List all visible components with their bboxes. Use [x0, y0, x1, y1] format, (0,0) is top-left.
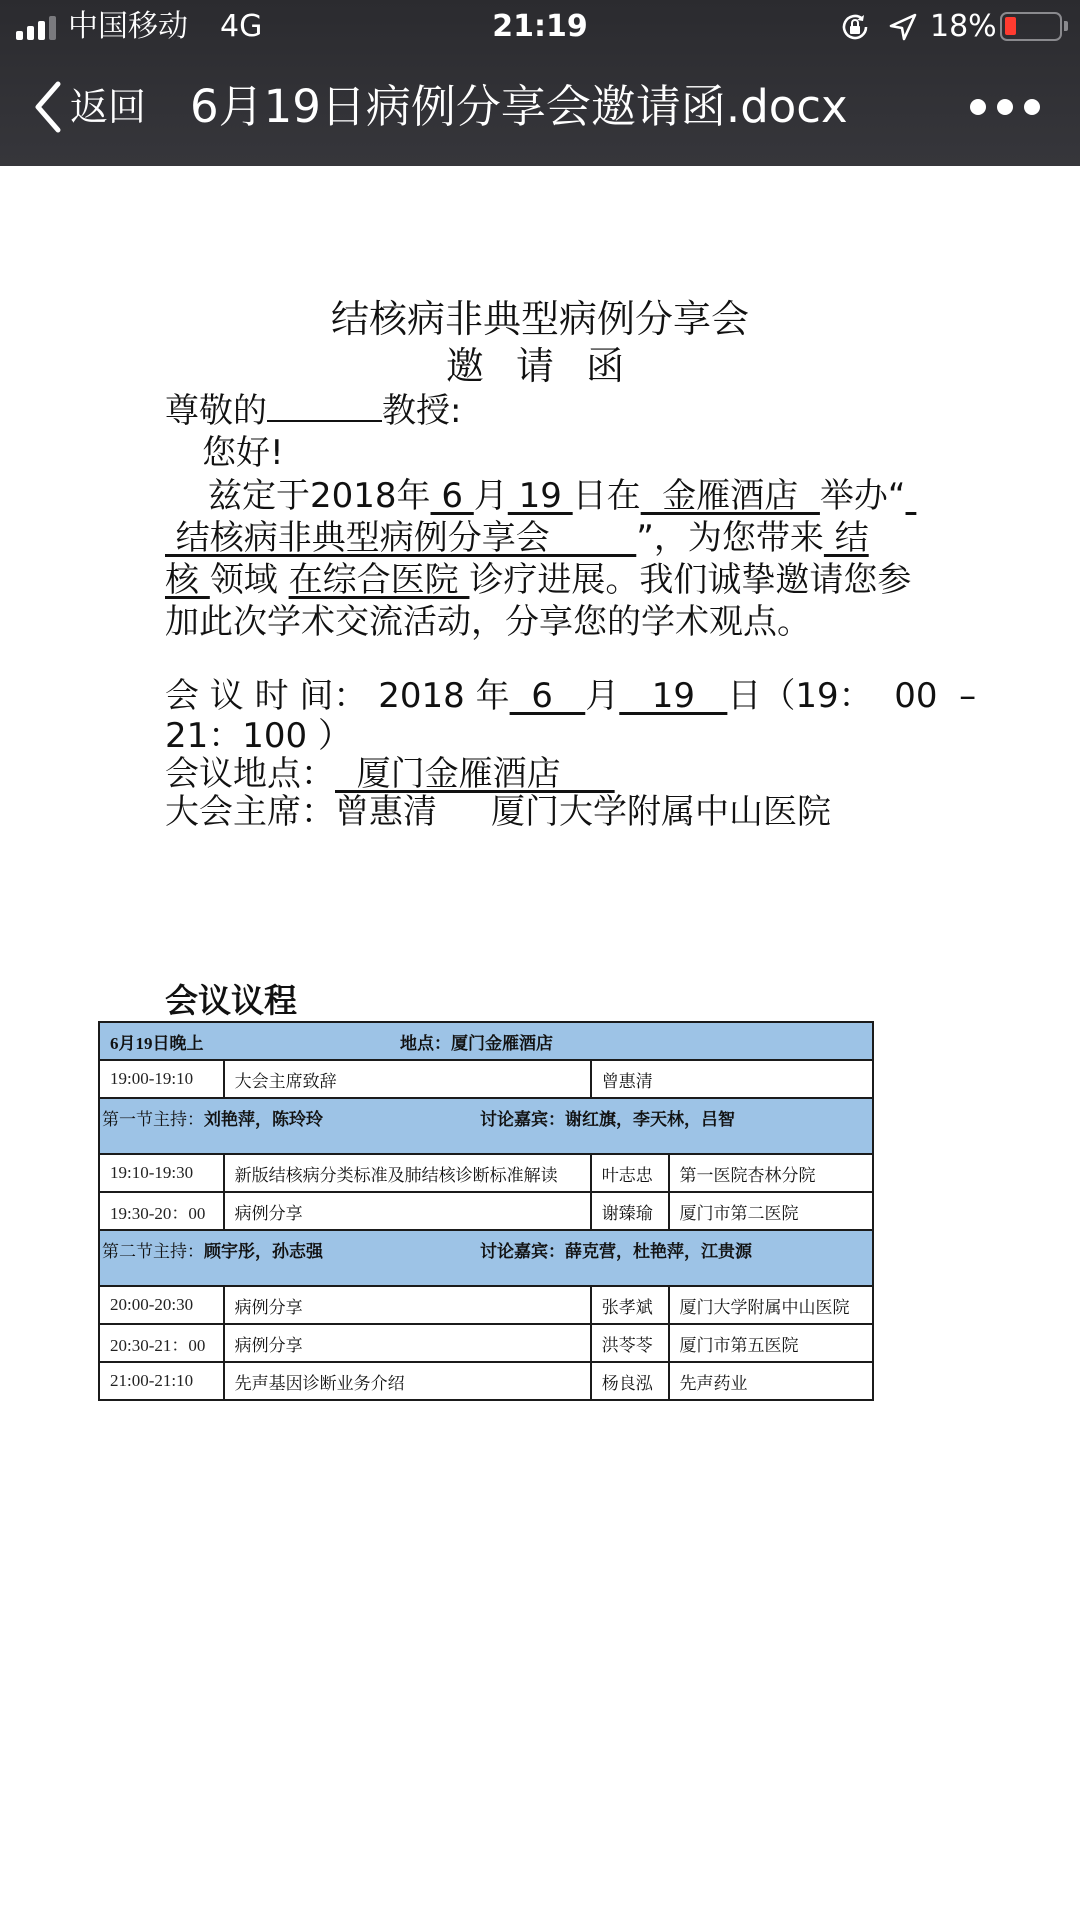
guests: 谢红旗，李天林，吕智 — [565, 1110, 735, 1130]
table-row — [99, 1324, 873, 1362]
salutation-prefix: 尊敬的 — [165, 391, 267, 431]
session-row — [99, 1098, 873, 1154]
meeting-place-value: 厦门金雁酒店 — [335, 754, 615, 794]
body-line-3 — [165, 560, 915, 600]
carrier-name: 中国移动 — [68, 9, 188, 44]
text — [906, 476, 917, 516]
event-name: 结核病非典型病例分享会 — [165, 518, 637, 558]
table-row — [99, 1286, 873, 1324]
battery-tip — [1064, 21, 1068, 31]
guests-label: 讨论嘉宾： — [480, 1110, 565, 1130]
greeting: 您好! — [202, 433, 284, 473]
topic-value: 在综合医院 — [288, 560, 470, 600]
speaker-cell: 洪苓苓 — [591, 1324, 669, 1362]
speaker-cell: 谢臻瑜 — [591, 1192, 669, 1230]
time-cell: 19:30-20：00 — [99, 1192, 224, 1230]
table-row — [99, 1154, 873, 1192]
speaker-cell: 张孝斌 — [591, 1286, 669, 1324]
field-value: 核 — [165, 560, 210, 600]
chair — [165, 792, 915, 832]
topic-cell: 病例分享 — [224, 1286, 591, 1324]
text: 日 — [727, 676, 762, 716]
chair-label: 大会主席： — [165, 792, 335, 832]
document-title: 6月19日病例分享会邀请函.docx — [190, 80, 848, 133]
name-blank — [267, 392, 382, 422]
session-cell — [99, 1098, 873, 1154]
agenda-table — [98, 1021, 874, 1401]
status-bar — [0, 0, 1080, 55]
affiliation-cell: 厦门市第五医院 — [669, 1324, 874, 1362]
table-row — [99, 1192, 873, 1230]
affiliation-cell: 厦门市第二医院 — [669, 1192, 874, 1230]
month-value: 6 — [430, 476, 474, 516]
text: 诊疗进展。我们诚挚邀请您参 — [469, 560, 912, 600]
affiliation-cell: 先声药业 — [669, 1362, 874, 1400]
text: 2018 年 — [378, 676, 510, 716]
text: 月 — [473, 476, 508, 516]
hosts: 顾宇彤，孙志强 — [204, 1242, 323, 1262]
day-value: 19 — [619, 676, 728, 716]
field-value: 结 — [823, 518, 869, 558]
affiliation-cell: 厦门大学附属中山医院 — [669, 1286, 874, 1324]
session-row — [99, 1230, 873, 1286]
topic-cell: 先声基因诊断业务介绍 — [224, 1362, 591, 1400]
month-value: 6 — [509, 676, 586, 716]
text: 领域 — [209, 560, 278, 600]
speaker-cell: 曾惠清 — [591, 1060, 873, 1098]
topic-cell: 大会主席致辞 — [224, 1060, 591, 1098]
speaker-cell: 叶志忠 — [591, 1154, 669, 1192]
text: 月 — [585, 676, 620, 716]
nav-bar — [0, 55, 1080, 166]
invitation-title: 结核病非典型病例分享会 — [330, 297, 749, 341]
agenda-header-cell — [99, 1022, 873, 1060]
session-cell — [99, 1230, 873, 1286]
text: ”，为您带来 — [636, 518, 824, 558]
topic-cell: 病例分享 — [224, 1324, 591, 1362]
time-cell: 19:00-19:10 — [99, 1060, 224, 1098]
agenda-heading: 会议议程 — [165, 981, 297, 1020]
ellipsis-icon — [997, 99, 1013, 115]
affiliation-cell: 第一医院杏林分院 — [669, 1154, 874, 1192]
network-type: 4G — [220, 9, 263, 44]
body-line-4: 加此次学术交流活动，分享您的学术观点。 — [165, 602, 811, 642]
venue-value: 金雁酒店 — [640, 476, 820, 516]
meeting-place — [165, 754, 915, 794]
body-line-1 — [208, 476, 958, 516]
time-cell: 20:30-21：00 — [99, 1324, 224, 1362]
table-row — [99, 1060, 873, 1098]
host-label: 第二节主持： — [102, 1242, 204, 1262]
meeting-time-end: 21：100 ） — [165, 716, 352, 756]
guests: 薛克营，杜艳萍，江贵源 — [565, 1242, 752, 1262]
chair-name: 曾惠清 — [335, 792, 437, 832]
time-cell: 20:00-20:30 — [99, 1286, 224, 1324]
guests-label: 讨论嘉宾： — [480, 1242, 565, 1262]
salutation — [165, 391, 915, 431]
day-value: 19 — [507, 476, 573, 516]
host-label: 第一节主持： — [102, 1110, 204, 1130]
agenda-location: 地点：厦门金雁酒店 — [400, 1033, 553, 1054]
battery-icon — [1000, 12, 1062, 41]
back-button[interactable] — [30, 77, 146, 137]
salutation-suffix: 教授: — [382, 391, 462, 431]
body-line-2 — [165, 518, 915, 558]
text: 兹定于2018年 — [208, 476, 431, 516]
meeting-place-label: 会议地点： — [165, 754, 335, 794]
topic-cell: 新版结核病分类标准及肺结核诊断标准解读 — [224, 1154, 591, 1192]
battery-percent: 18% — [930, 9, 997, 44]
hosts: 刘艳萍，陈玲玲 — [204, 1110, 323, 1130]
chair-affiliation: 厦门大学附属中山医院 — [491, 792, 831, 832]
text: 日在 — [572, 476, 641, 516]
meeting-time-label: 会 议 时 间： — [165, 676, 368, 716]
ellipsis-icon — [1024, 99, 1040, 115]
agenda-date: 6月19日晚上 — [110, 1033, 204, 1053]
document-viewer[interactable] — [0, 166, 1080, 1920]
chevron-left-icon — [30, 80, 64, 134]
top-bar — [0, 0, 1080, 166]
speaker-cell: 杨良泓 — [591, 1362, 669, 1400]
back-label: 返回 — [70, 85, 147, 129]
agenda-header-row — [99, 1022, 873, 1060]
table-row — [99, 1362, 873, 1400]
meeting-time — [165, 676, 977, 716]
text: 举办“ — [819, 476, 906, 516]
time-range: （19： 00 – — [761, 676, 977, 716]
invitation-subtitle: 邀 请 函 — [445, 344, 635, 388]
location-arrow-icon — [888, 12, 918, 42]
ellipsis-icon — [970, 99, 986, 115]
time-cell: 21:00-21:10 — [99, 1362, 224, 1400]
time-cell: 19:10-19:30 — [99, 1154, 224, 1192]
clock: 21:19 — [492, 9, 588, 44]
orientation-lock-icon — [840, 12, 870, 42]
topic-cell: 病例分享 — [224, 1192, 591, 1230]
more-button[interactable] — [970, 77, 1040, 137]
